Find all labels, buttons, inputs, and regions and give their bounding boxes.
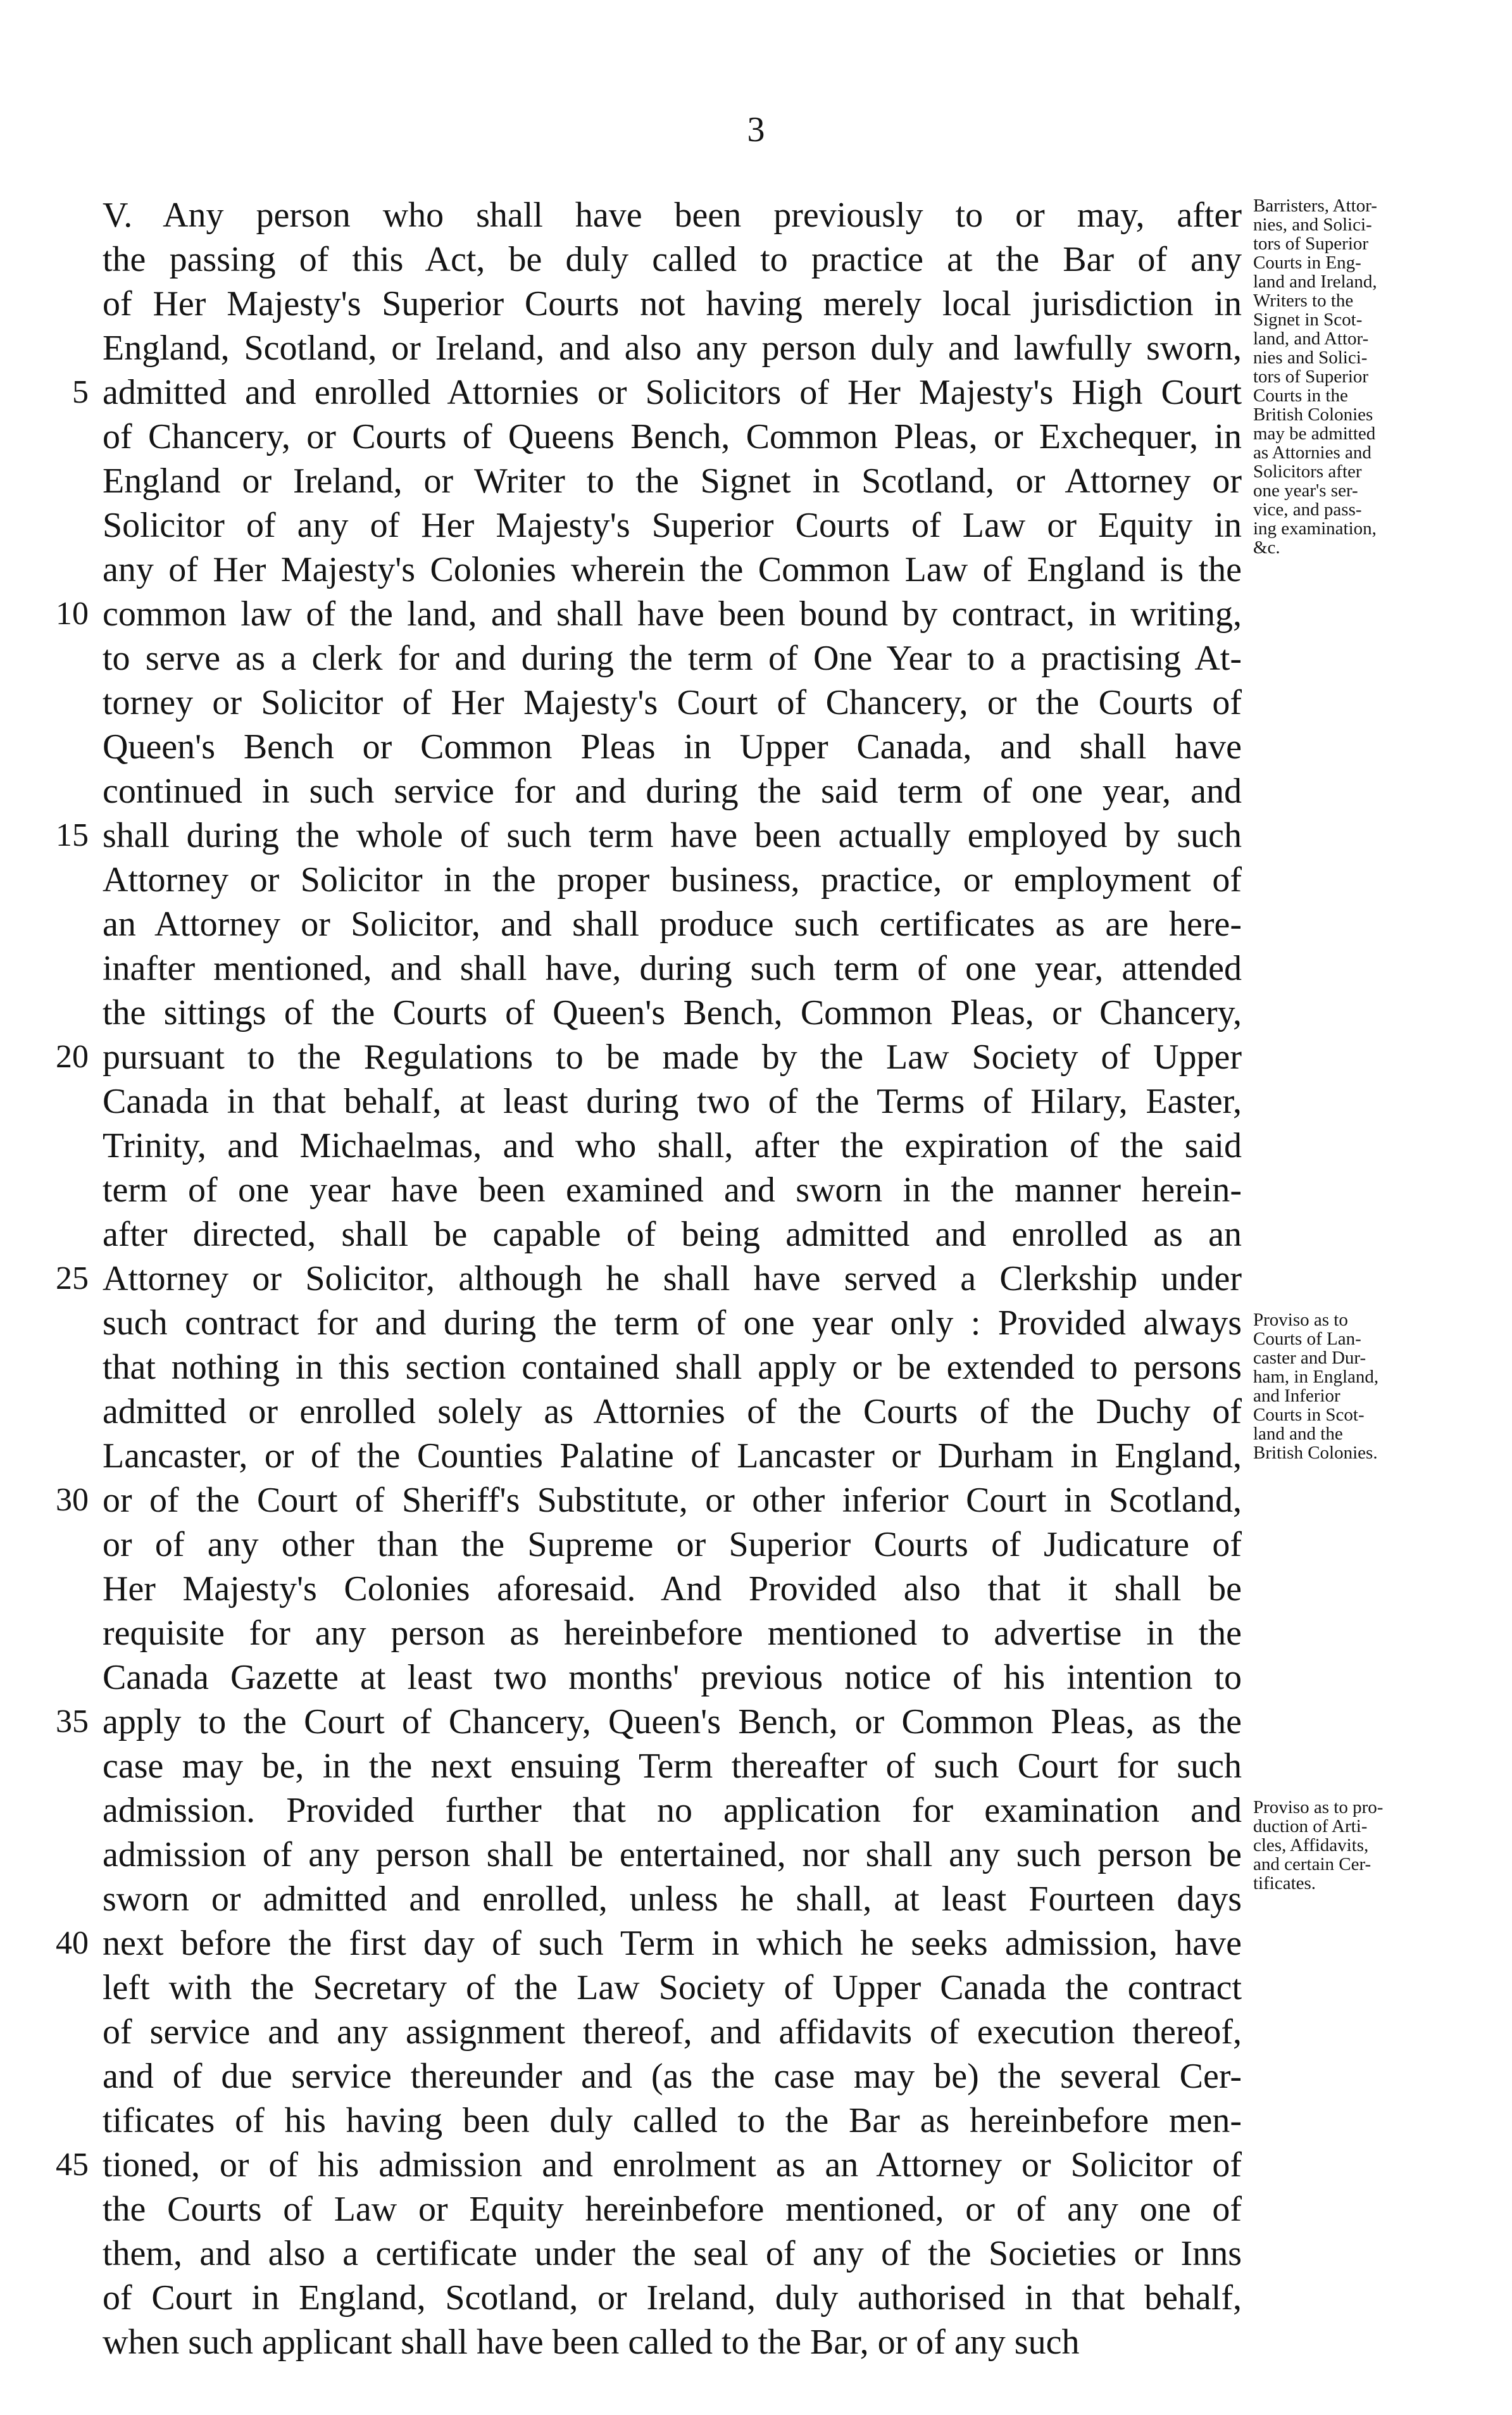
text-line: Trinity, and Michaelmas, and who shall, after the expiration of the said: [103, 1126, 1242, 1165]
margin-note-line: nies and Solici-: [1253, 348, 1368, 368]
text-line: Queen's Bench or Common Pleas in Upper Canada, and shall have: [103, 727, 1242, 767]
margin-note-line: duction of Arti-: [1253, 1816, 1368, 1836]
text-line: the passing of this Act, be duly called to practice at the Bar of any: [103, 240, 1242, 279]
margin-note-line: tors of Superior: [1253, 367, 1369, 387]
text-line: England or Ireland, or Writer to the Signet in Scotland, or Attorney or: [103, 461, 1242, 501]
text-line: them, and also a certificate under the seal of any of the Societies or Inns: [103, 2234, 1242, 2273]
margin-note-line: vice, and pass-: [1253, 499, 1362, 520]
line-number: 15: [56, 817, 89, 853]
margin-note-line: land, and Attor-: [1253, 329, 1369, 349]
text-line: term of one year have been examined and sworn in the manner herein-: [103, 1170, 1242, 1210]
text-line: an Attorney or Solicitor, and shall produce such certificates as are here-: [103, 905, 1242, 944]
text-line: when such applicant shall have been called to the Bar, or of any such: [103, 2323, 1080, 2362]
margin-note-line: Courts of Lan-: [1253, 1329, 1361, 1349]
text-line: such contract for and during the term of one year only : Provided always: [103, 1303, 1242, 1343]
text-line: pursuant to the Regulations to be made by the Law Society of Upper: [103, 1038, 1242, 1077]
text-line: common law of the land, and shall have been bound by contract, in writing,: [103, 594, 1242, 634]
text-line: requisite for any person as hereinbefore mentioned to advertise in the: [103, 1614, 1242, 1653]
text-line: left with the Secretary of the Law Society of Upper Canada the contract: [103, 1968, 1242, 2007]
margin-note-line: nies, and Solici-: [1253, 215, 1372, 235]
text-line: admission. Provided further that no application for examination and: [103, 1791, 1242, 1830]
margin-note-line: ham, in England,: [1253, 1367, 1379, 1387]
text-line: Canada Gazette at least two months' previous notice of his intention to: [103, 1658, 1242, 1697]
text-line: tioned, or of his admission and enrolment as an Attorney or Solicitor of: [103, 2145, 1242, 2185]
text-line: apply to the Court of Chancery, Queen's Bench, or Common Pleas, as the: [103, 1702, 1242, 1741]
margin-note-line: Signet in Scot-: [1253, 310, 1363, 330]
line-number: 10: [56, 596, 89, 632]
text-line: shall during the whole of such term have been actually employed by such: [103, 816, 1242, 855]
margin-note-line: and Inferior: [1253, 1386, 1340, 1406]
text-line: V. Any person who shall have been previously to or may, after: [103, 196, 1242, 235]
text-line: the sittings of the Courts of Queen's Bench, Common Pleas, or Chancery,: [103, 993, 1242, 1032]
margin-note-line: tors of Superior: [1253, 234, 1369, 254]
margin-note-line: as Attornies and: [1253, 442, 1371, 463]
text-line: of Chancery, or Courts of Queens Bench, Common Pleas, or Exchequer, in: [103, 417, 1242, 456]
margin-note-line: land and the: [1253, 1424, 1343, 1444]
margin-note-proviso-articles: [1253, 1798, 1430, 1893]
margin-note-line: caster and Dur-: [1253, 1348, 1366, 1368]
text-line: to serve as a clerk for and during the term of One Year to a practising At-: [103, 639, 1242, 678]
margin-note-barristers: [1253, 196, 1430, 557]
text-line: sworn or admitted and enrolled, unless he shall, at least Fourteen days: [103, 1879, 1242, 1919]
margin-note-line: Courts in the: [1253, 386, 1348, 406]
line-number: 30: [56, 1482, 89, 1518]
margin-note-line: tificates.: [1253, 1873, 1316, 1893]
text-line: and of due service thereunder and (as the case may be) the several Cer-: [103, 2057, 1242, 2096]
text-line: Solicitor of any of Her Majesty's Superior Courts of Law or Equity in: [103, 506, 1242, 545]
line-number: 45: [56, 2147, 89, 2183]
text-line: of Her Majesty's Superior Courts not having merely local jurisdiction in: [103, 284, 1242, 323]
margin-note-line: Proviso as to pro-: [1253, 1797, 1384, 1817]
line-number: 40: [56, 1925, 89, 1961]
text-line: Canada in that behalf, at least during two of the Terms of Hilary, Easter,: [103, 1082, 1242, 1121]
margin-note-line: may be admitted: [1253, 423, 1376, 444]
line-number: 5: [72, 374, 89, 410]
text-line: Lancaster, or of the Counties Palatine of Lancaster or Durham in England,: [103, 1436, 1242, 1476]
margin-note-line: British Colonies: [1253, 405, 1373, 425]
margin-note-line: Courts in Eng-: [1253, 253, 1361, 273]
line-number: 25: [56, 1260, 89, 1296]
text-line: of Court in England, Scotland, or Ireland, duly authorised in that behalf,: [103, 2278, 1242, 2318]
text-line: case may be, in the next ensuing Term thereafter of such Court for such: [103, 1747, 1242, 1786]
line-number: 20: [56, 1039, 89, 1075]
text-line: admitted and enrolled Attornies or Solicitors of Her Majesty's High Court: [103, 373, 1242, 412]
text-line: Attorney or Solicitor in the proper business, practice, or employment of: [103, 860, 1242, 900]
margin-note-line: Barristers, Attor-: [1253, 196, 1377, 216]
margin-note-line: British Colonies.: [1253, 1443, 1378, 1463]
text-line: the Courts of Law or Equity hereinbefore mentioned, or of any one of: [103, 2190, 1242, 2229]
margin-note-line: Writers to the: [1253, 291, 1354, 311]
text-line: after directed, shall be capable of being admitted and enrolled as an: [103, 1215, 1242, 1254]
text-line: Attorney or Solicitor, although he shall have served a Clerkship under: [103, 1259, 1242, 1298]
margin-note-line: Proviso as to: [1253, 1310, 1348, 1330]
margin-note-line: land and Ireland,: [1253, 272, 1377, 292]
text-line: inafter mentioned, and shall have, during such term of one year, attended: [103, 949, 1242, 988]
text-line: continued in such service for and during the said term of one year, and: [103, 772, 1242, 811]
text-line: admission of any person shall be entertained, nor shall any such person be: [103, 1835, 1242, 1874]
margin-note-line: ing examination,: [1253, 518, 1377, 539]
text-line: or of any other than the Supreme or Superior Courts of Judicature of: [103, 1525, 1242, 1564]
line-number: 35: [56, 1703, 89, 1740]
margin-note-line: Courts in Scot-: [1253, 1405, 1365, 1425]
margin-note-line: Solicitors after: [1253, 461, 1362, 482]
text-line: England, Scotland, or Ireland, and also any person duly and lawfully sworn,: [103, 329, 1242, 368]
text-line: next before the first day of such Term in which he seeks admission, have: [103, 1924, 1242, 1963]
text-line: tificates of his having been duly called to the Bar as hereinbefore men-: [103, 2101, 1242, 2140]
text-line: torney or Solicitor of Her Majesty's Court of Chancery, or the Courts of: [103, 683, 1242, 722]
text-line: Her Majesty's Colonies aforesaid. And Provided also that it shall be: [103, 1569, 1242, 1609]
text-line: of service and any assignment thereof, and affidavits of execution thereof,: [103, 2012, 1242, 2052]
page-number: 3: [747, 110, 765, 149]
text-line: admitted or enrolled solely as Attornies of the Courts of the Duchy of: [103, 1392, 1242, 1431]
text-line: or of the Court of Sheriff's Substitute, or other inferior Court in Scotland,: [103, 1481, 1242, 1520]
text-line: any of Her Majesty's Colonies wherein the Common Law of England is the: [103, 550, 1242, 589]
text-line: that nothing in this section contained shall apply or be extended to persons: [103, 1348, 1242, 1387]
margin-note-line: and certain Cer-: [1253, 1854, 1371, 1874]
margin-note-line: one year's ser-: [1253, 480, 1358, 501]
margin-note-line: cles, Affidavits,: [1253, 1835, 1369, 1855]
margin-note-proviso-courts: [1253, 1310, 1430, 1462]
margin-note-line: &c.: [1253, 537, 1280, 558]
